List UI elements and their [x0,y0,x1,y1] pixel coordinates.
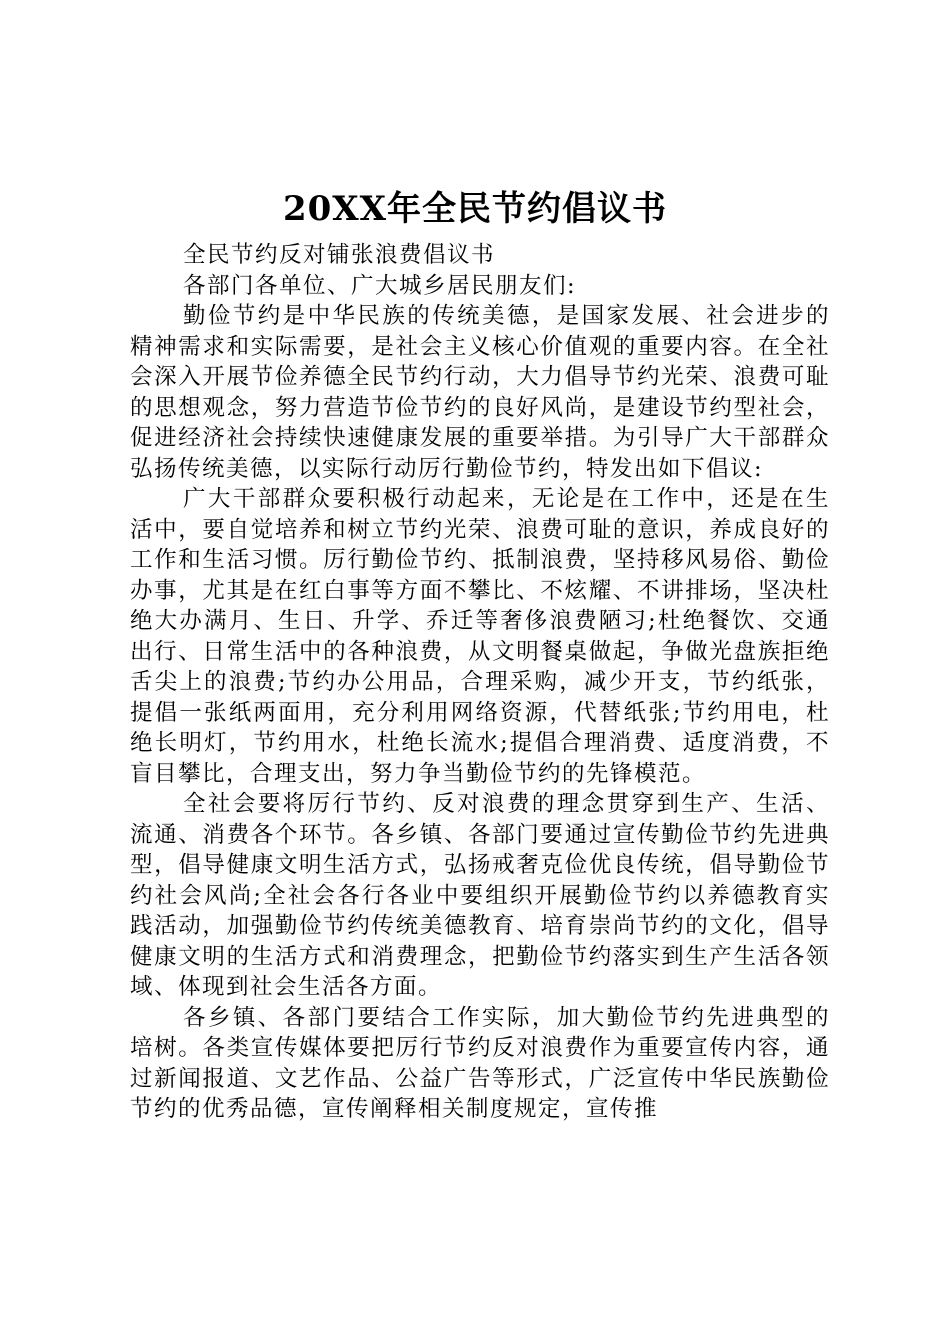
paragraph-3: 全社会要将厉行节约、反对浪费的理念贯穿到生产、生活、流通、消费各个环节。各乡镇、各部门要通过宣传勤俭节约先进典型，倡导健康文明生活方式，弘扬戒奢克俭优良传统，倡导勤俭节约社会风尚;全社会各行各业中要组织开展勤俭节约以养德教育实践活动，加强勤俭节约传统美德教育、培育崇尚节约的文化，倡导健康文明的生活方式和消费理念，把勤俭节约落实到生产生活各领域、体现到社会生活各方面。 [130,791,830,1000]
paragraph-1: 勤俭节约是中华民族的传统美德，是国家发展、社会进步的精神需求和实际需要，是社会主义核心价值观的重要内容。在全社会深入开展节俭养德全民节约行动，大力倡导节约光荣、浪费可耻的思想观念，努力营造节俭节约的良好风尚，是建设节约型社会，促进经济社会持续快速健康发展的重要举措。为引导广大干部群众弘扬传统美德，以实际行动厉行勤俭节约，特发出如下倡议: [130,303,830,482]
paragraph-4: 各乡镇、各部门要结合工作实际，加大勤俭节约先进典型的培树。各类宣传媒体要把厉行节约反对浪费作为重要宣传内容，通过新闻报道、文艺作品、公益广告等形式，广泛宣传中华民族勤俭节约的优秀品德，宣传阐释相关制度规定，宣传推 [130,1004,830,1122]
paragraph-2: 广大干部群众要积极行动起来，无论是在工作中，还是在生活中，要自觉培养和树立节约光荣、浪费可耻的意识，养成良好的工作和生活习惯。厉行勤俭节约、抵制浪费，坚持移风易俗、勤俭办事，尤其是在红白事等方面不攀比、不炫耀、不讲排场，坚决杜绝大办满月、生日、升学、乔迁等奢侈浪费陋习;杜绝餐饮、交通出行、日常生活中的各种浪费，从文明餐桌做起，争做光盘族拒绝舌尖上的浪费;节约办公用品，合理采购，减少开支，节约纸张，提倡一张纸两面用，充分利用网络资源，代替纸张;节约用电，杜绝长明灯，节约用水，杜绝长流水;提倡合理消费、适度消费，不盲目攀比，合理支出，努力争当勤俭节约的先锋模范。 [130,486,830,787]
document-subtitle: 全民节约反对铺张浪费倡议书 [183,242,496,268]
document-title: 20XX年全民节约倡议书 [282,189,668,229]
document-body [130,240,830,1125]
salutation: 各部门各单位、广大城乡居民朋友们: [183,272,577,299]
